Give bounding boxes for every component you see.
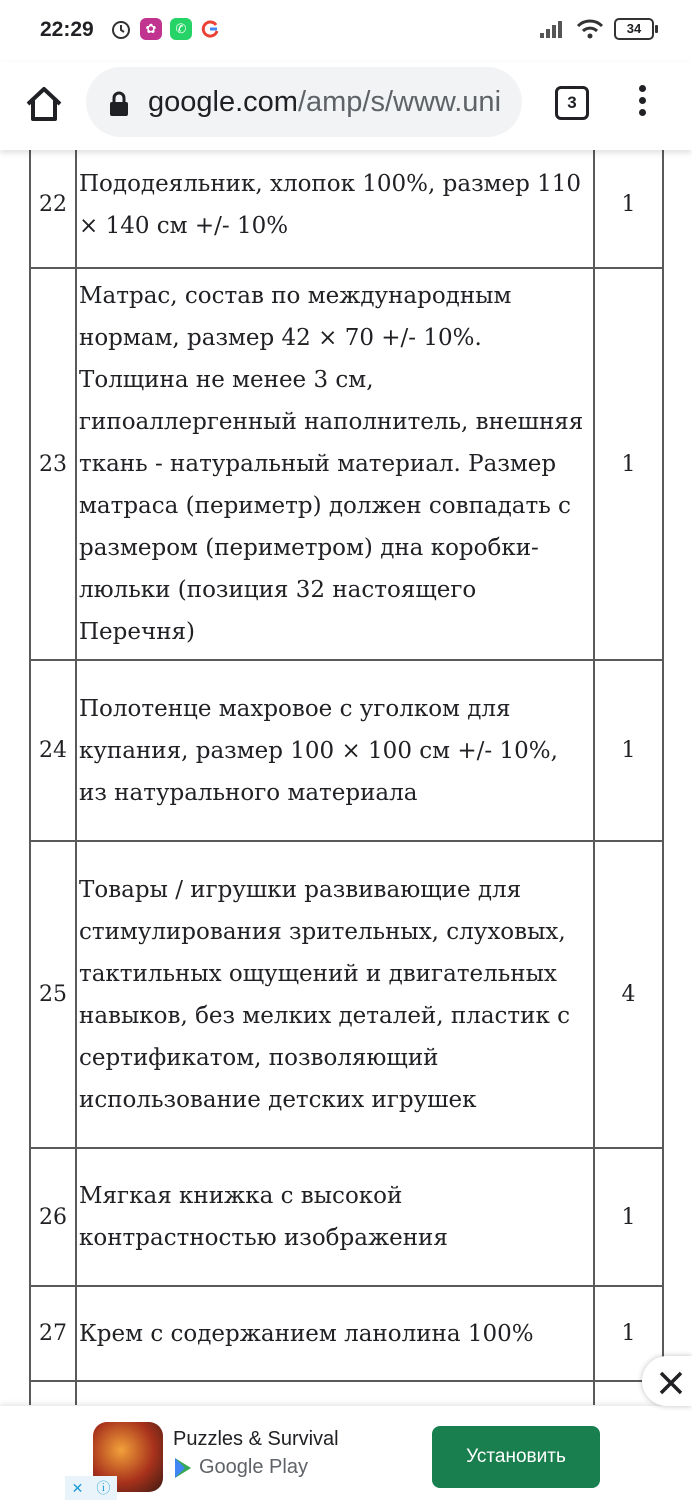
home-icon[interactable] bbox=[22, 82, 66, 126]
row-quantity: 1 bbox=[594, 1286, 663, 1381]
table-row bbox=[30, 268, 663, 660]
notification-icons bbox=[110, 18, 220, 40]
close-ad-button[interactable] bbox=[642, 1356, 692, 1406]
table-row bbox=[30, 1148, 663, 1286]
url-text bbox=[148, 86, 512, 119]
row-quantity: 1 bbox=[594, 268, 663, 660]
battery-indicator: 34 bbox=[614, 18, 654, 40]
row-number: 26 bbox=[30, 1148, 76, 1286]
row-description: Матрас, состав по международным нормам, размер 42 × 70 +/- 10%. Толщина не менее 3 см, гипоаллергенный наполнитель, внешняя ткань - натуральный материал. Размер матраса (периметр) должен совпадать с размером (периметром) дна коробки-люльки (позиция 32 настоящего Перечня) bbox=[76, 268, 594, 660]
row-quantity: 1 bbox=[594, 150, 663, 268]
lock-icon bbox=[108, 91, 130, 117]
row-number: 23 bbox=[30, 268, 76, 660]
table-row bbox=[30, 841, 663, 1148]
ad-close-icon[interactable]: ✕ bbox=[71, 1479, 84, 1496]
wifi-icon bbox=[576, 18, 604, 40]
install-button[interactable]: Установить bbox=[432, 1426, 600, 1488]
row-description bbox=[76, 1381, 594, 1405]
row-description: Мягкая книжка с высокой контрастностью изображения bbox=[76, 1148, 594, 1286]
app-notification-icon: ✿ bbox=[140, 18, 162, 40]
address-bar[interactable] bbox=[86, 67, 522, 137]
row-description: Крем с содержанием ланолина 100% bbox=[76, 1286, 594, 1381]
table-row bbox=[30, 1381, 663, 1405]
row-description: Пододеяльник, хлопок 100%, размер 110 × 140 см +/- 10% bbox=[76, 150, 594, 268]
row-quantity: 4 bbox=[594, 841, 663, 1148]
table-row bbox=[30, 660, 663, 841]
signal-icon bbox=[540, 20, 566, 38]
ad-banner[interactable] bbox=[0, 1406, 692, 1500]
row-description: Полотенце махровое с уголком для купания, размер 100 × 100 см +/- 10%, из натурального материала bbox=[76, 660, 594, 841]
close-icon bbox=[642, 1356, 692, 1406]
google-play-icon bbox=[173, 1457, 193, 1479]
row-number: 27 bbox=[30, 1286, 76, 1381]
ad-app-name: Puzzles & Survival bbox=[173, 1428, 339, 1450]
items-table bbox=[29, 150, 664, 1405]
url-domain: google.com bbox=[148, 86, 298, 118]
google-icon bbox=[200, 19, 220, 39]
status-time: 22:29 bbox=[40, 18, 94, 41]
status-bar bbox=[0, 0, 692, 62]
ad-store bbox=[173, 1456, 308, 1479]
row-number: 22 bbox=[30, 150, 76, 268]
alarm-icon bbox=[110, 18, 132, 40]
row-description: Товары / игрушки развивающие для стимулирования зрительных, слуховых, тактильных ощущений и двигательных навыков, без мелких деталей, пластик с сертификатом, позволяющий использование детских игрушек bbox=[76, 841, 594, 1148]
browser-toolbar bbox=[0, 62, 692, 150]
table-row bbox=[30, 150, 663, 268]
system-icons bbox=[540, 18, 654, 40]
row-number: 25 bbox=[30, 841, 76, 1148]
row-number: 24 bbox=[30, 660, 76, 841]
url-path: /amp/s/www.uni bbox=[297, 86, 502, 118]
row-number bbox=[30, 1381, 76, 1405]
ad-choices[interactable] bbox=[65, 1476, 117, 1500]
table-row bbox=[30, 1286, 663, 1381]
ad-store-label: Google Play bbox=[199, 1456, 308, 1478]
ad-info-icon[interactable]: ⓘ bbox=[96, 1480, 111, 1496]
whatsapp-icon: ✆ bbox=[170, 18, 192, 40]
row-quantity: 1 bbox=[594, 1148, 663, 1286]
tab-switcher-button[interactable]: 3 bbox=[555, 86, 589, 120]
row-quantity: 1 bbox=[594, 660, 663, 841]
menu-icon[interactable] bbox=[630, 82, 654, 122]
page-content bbox=[0, 150, 692, 1405]
